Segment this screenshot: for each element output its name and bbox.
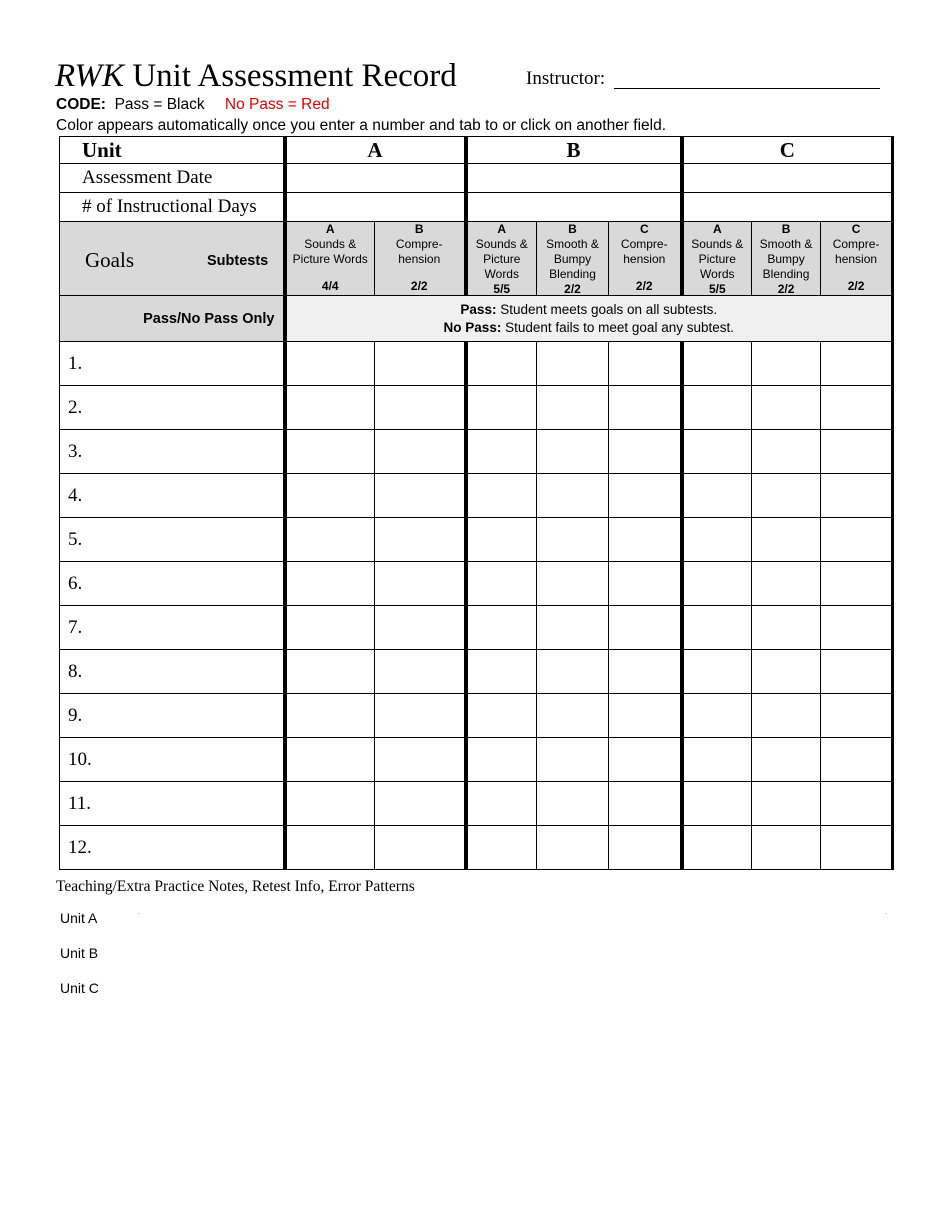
instructional-days-c[interactable] <box>682 193 893 222</box>
score-cell[interactable] <box>466 562 537 606</box>
score-cell[interactable] <box>285 826 375 870</box>
note-unit-b[interactable]: Unit B <box>60 945 99 961</box>
score-cell[interactable] <box>285 518 375 562</box>
subtest-name: Sounds & Picture Words <box>292 237 368 266</box>
code-legend <box>56 96 330 114</box>
table-row <box>60 386 893 430</box>
score-cell[interactable] <box>682 826 752 870</box>
score-cell[interactable] <box>821 386 893 430</box>
subtest-goal: 4/4 <box>321 279 339 293</box>
subtest-name: Compre-hension <box>395 237 443 266</box>
subtest-letter: A <box>497 222 507 236</box>
row-number: 9. <box>60 694 285 738</box>
instructional-days-label: # of Instructional Days <box>60 193 285 222</box>
row-number: 11. <box>60 782 285 826</box>
subtest-header <box>752 222 821 296</box>
code-label: CODE: <box>56 96 106 113</box>
page-title <box>55 56 457 96</box>
score-cell[interactable] <box>752 430 821 474</box>
score-cell[interactable] <box>466 606 537 650</box>
score-cell[interactable] <box>682 782 752 826</box>
score-cell[interactable] <box>375 826 466 870</box>
subtest-header <box>285 222 375 296</box>
score-cell[interactable] <box>752 518 821 562</box>
score-cell[interactable] <box>375 782 466 826</box>
score-cell[interactable] <box>682 606 752 650</box>
score-cell[interactable] <box>537 650 609 694</box>
score-cell[interactable] <box>682 474 752 518</box>
score-cell[interactable] <box>609 738 682 782</box>
score-cell[interactable] <box>609 562 682 606</box>
table-row <box>60 430 893 474</box>
row-number: 2. <box>60 386 285 430</box>
table-row <box>60 562 893 606</box>
score-cell[interactable] <box>752 826 821 870</box>
table-row <box>60 650 893 694</box>
unit-c-header: C <box>682 137 893 164</box>
score-cell[interactable] <box>821 430 893 474</box>
subtest-name: Smooth & Bumpy Blending <box>546 237 599 281</box>
score-cell[interactable] <box>821 738 893 782</box>
score-cell[interactable] <box>682 738 752 782</box>
score-cell[interactable] <box>375 738 466 782</box>
assessment-date-c[interactable] <box>682 164 893 193</box>
note-unit-c[interactable]: Unit C <box>60 980 99 996</box>
score-cell[interactable] <box>537 694 609 738</box>
score-cell[interactable] <box>682 430 752 474</box>
score-cell[interactable] <box>285 342 375 386</box>
score-cell[interactable] <box>285 474 375 518</box>
subtest-goal: 2/2 <box>410 279 428 293</box>
table-row <box>60 474 893 518</box>
instruction-text: Color appears automatically once you enter a number and tab to or click on another field. <box>56 117 667 134</box>
pass-text: Student meets goals on all subtests. <box>500 301 718 317</box>
assessment-date-a[interactable] <box>285 164 466 193</box>
score-cell[interactable] <box>285 606 375 650</box>
subtest-goal: 2/2 <box>564 282 581 296</box>
score-cell[interactable] <box>609 386 682 430</box>
score-cell[interactable] <box>466 386 537 430</box>
score-cell[interactable] <box>821 782 893 826</box>
score-cell[interactable] <box>682 386 752 430</box>
row-number: 10. <box>60 738 285 782</box>
row-number: 3. <box>60 430 285 474</box>
score-cell[interactable] <box>537 826 609 870</box>
score-cell[interactable] <box>609 694 682 738</box>
score-cell[interactable] <box>375 430 466 474</box>
notes-field-corner: . <box>885 907 888 916</box>
subtest-header <box>537 222 609 296</box>
score-cell[interactable] <box>609 342 682 386</box>
subtest-name: Compre-hension <box>620 237 668 266</box>
goals-label: Goals <box>85 248 134 272</box>
score-cell[interactable] <box>821 650 893 694</box>
code-pass: Pass = Black <box>114 96 205 113</box>
subtest-letter: B <box>568 222 577 236</box>
score-cell[interactable] <box>682 518 752 562</box>
score-cell[interactable] <box>537 562 609 606</box>
score-cell[interactable] <box>375 562 466 606</box>
subtest-goal: 2/2 <box>635 279 653 293</box>
score-cell[interactable] <box>375 606 466 650</box>
row-number: 4. <box>60 474 285 518</box>
score-cell[interactable] <box>466 342 537 386</box>
score-cell[interactable] <box>537 342 609 386</box>
score-cell[interactable] <box>821 826 893 870</box>
table-row <box>60 694 893 738</box>
score-cell[interactable] <box>537 386 609 430</box>
score-cell[interactable] <box>682 562 752 606</box>
score-cell[interactable] <box>285 782 375 826</box>
goals-subtests-cell <box>60 222 285 296</box>
score-cell[interactable] <box>537 782 609 826</box>
score-cell[interactable] <box>537 738 609 782</box>
row-number: 6. <box>60 562 285 606</box>
score-cell[interactable] <box>821 694 893 738</box>
subtest-name: Sounds & Picture Words <box>691 237 744 281</box>
subtests-label: Subtests <box>207 253 269 269</box>
score-cell[interactable] <box>609 650 682 694</box>
assessment-table <box>59 136 892 868</box>
instructional-days-b[interactable] <box>466 193 682 222</box>
note-unit-a[interactable]: Unit A <box>60 910 98 926</box>
score-cell[interactable] <box>375 518 466 562</box>
score-cell[interactable] <box>466 738 537 782</box>
score-cell[interactable] <box>752 694 821 738</box>
nopass-bold: No Pass: <box>443 319 502 335</box>
score-cell[interactable] <box>752 782 821 826</box>
subtest-goal: 5/5 <box>708 282 726 296</box>
row-number: 8. <box>60 650 285 694</box>
subtest-letter: A <box>325 222 335 236</box>
instructional-days-a[interactable] <box>285 193 466 222</box>
subtest-name: Compre-hension <box>832 237 880 266</box>
pass-no-pass-label: Pass/No Pass Only <box>60 296 285 342</box>
score-cell[interactable] <box>285 562 375 606</box>
score-cell[interactable] <box>537 606 609 650</box>
score-cell[interactable] <box>821 342 893 386</box>
subtest-header <box>821 222 893 296</box>
score-cell[interactable] <box>285 650 375 694</box>
score-cell[interactable] <box>752 386 821 430</box>
score-cell[interactable] <box>752 562 821 606</box>
score-cell[interactable] <box>682 694 752 738</box>
score-cell[interactable] <box>285 430 375 474</box>
table-row <box>60 342 893 386</box>
score-cell[interactable] <box>375 474 466 518</box>
score-cell[interactable] <box>375 650 466 694</box>
score-cell[interactable] <box>285 386 375 430</box>
score-cell[interactable] <box>682 650 752 694</box>
table-row <box>60 782 893 826</box>
subtest-letter: C <box>639 222 649 236</box>
score-cell[interactable] <box>821 606 893 650</box>
row-number: 5. <box>60 518 285 562</box>
score-cell[interactable] <box>466 694 537 738</box>
table-row <box>60 606 893 650</box>
score-cell[interactable] <box>609 606 682 650</box>
instructor-field[interactable] <box>614 88 880 89</box>
pass-bold: Pass: <box>460 301 497 317</box>
score-cell[interactable] <box>752 650 821 694</box>
subtest-letter: C <box>851 222 861 236</box>
unit-label: Unit <box>60 137 285 164</box>
subtest-goal: 5/5 <box>493 282 511 296</box>
assessment-date-label: Assessment Date <box>60 164 285 193</box>
subtest-letter: A <box>712 222 722 236</box>
score-cell[interactable] <box>285 694 375 738</box>
subtest-name: Smooth & Bumpy Blending <box>759 237 813 281</box>
assessment-date-b[interactable] <box>466 164 682 193</box>
score-cell[interactable] <box>609 474 682 518</box>
score-cell[interactable] <box>752 474 821 518</box>
table-row <box>60 826 893 870</box>
score-cell[interactable] <box>466 518 537 562</box>
subtest-name: Sounds & Picture Words <box>475 237 528 281</box>
nopass-text: Student fails to meet goal any subtest. <box>505 319 734 335</box>
score-cell[interactable] <box>466 430 537 474</box>
code-nopass: No Pass = Red <box>224 96 330 113</box>
title-rest: Unit Assessment Record <box>132 58 457 94</box>
table-row <box>60 738 893 782</box>
instructor-label: Instructor: <box>526 68 606 89</box>
score-cell[interactable] <box>609 782 682 826</box>
score-cell[interactable] <box>466 826 537 870</box>
score-cell[interactable] <box>609 430 682 474</box>
score-cell[interactable] <box>466 650 537 694</box>
subtest-header <box>682 222 752 296</box>
subtest-header <box>609 222 682 296</box>
score-cell[interactable] <box>537 518 609 562</box>
score-cell[interactable] <box>752 342 821 386</box>
title-rwk: RWK <box>55 58 125 94</box>
score-cell[interactable] <box>821 518 893 562</box>
score-cell[interactable] <box>752 606 821 650</box>
score-cell[interactable] <box>285 738 375 782</box>
subtest-letter: B <box>414 222 424 236</box>
notes-title: Teaching/Extra Practice Notes, Retest Info, Error Patterns <box>56 878 415 895</box>
score-cell[interactable] <box>821 474 893 518</box>
subtest-header <box>466 222 537 296</box>
score-cell[interactable] <box>752 738 821 782</box>
subtest-header <box>375 222 466 296</box>
score-cell[interactable] <box>537 430 609 474</box>
score-cell[interactable] <box>466 782 537 826</box>
subtest-goal: 2/2 <box>777 282 795 296</box>
pass-criteria <box>285 296 893 342</box>
score-cell[interactable] <box>375 342 466 386</box>
score-cell[interactable] <box>609 826 682 870</box>
row-number: 7. <box>60 606 285 650</box>
subtest-letter: B <box>781 222 791 236</box>
score-cell[interactable] <box>609 518 682 562</box>
unit-b-header: B <box>466 137 682 164</box>
notes-field-corner: . <box>138 907 141 916</box>
score-cell[interactable] <box>537 474 609 518</box>
score-cell[interactable] <box>821 562 893 606</box>
row-number: 1. <box>60 342 285 386</box>
table-row <box>60 518 893 562</box>
subtest-goal: 2/2 <box>847 279 865 293</box>
score-cell[interactable] <box>375 386 466 430</box>
row-number: 12. <box>60 826 285 870</box>
score-cell[interactable] <box>682 342 752 386</box>
score-cell[interactable] <box>375 694 466 738</box>
unit-a-header: A <box>285 137 466 164</box>
score-cell[interactable] <box>466 474 537 518</box>
